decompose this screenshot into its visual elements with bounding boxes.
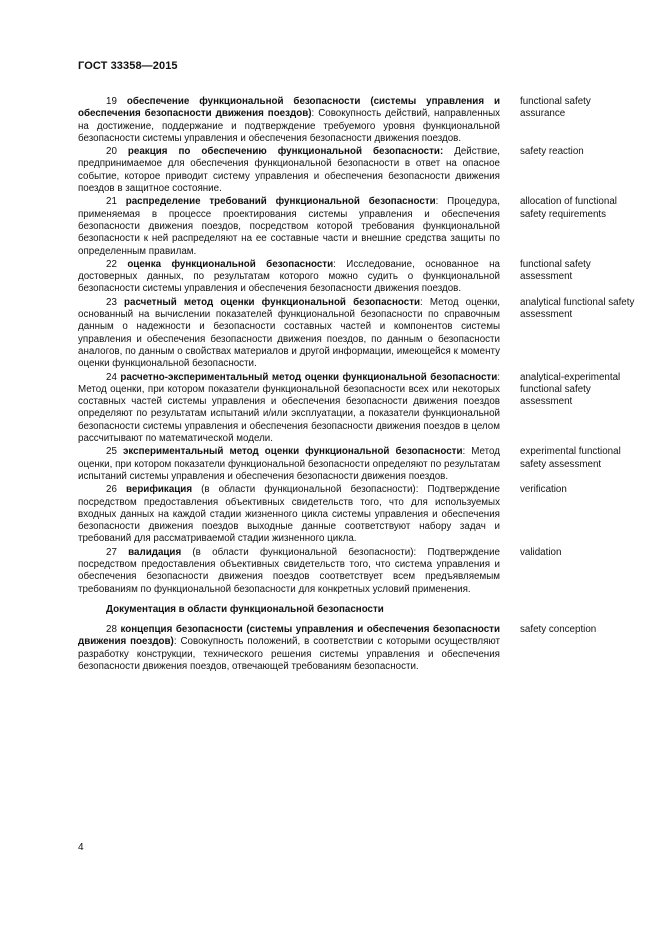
term-number: 24 [106,371,117,383]
english-term: verification [520,484,567,496]
page-number: 4 [78,842,84,853]
term-title: обеспечение функциональной безопасности (системы управления и обеспечения безопасности движения поездов) [78,96,500,120]
term-text: : Исследование, основанное на достоверных данных, по результатам которого можно судить о функциональной безопасности системы управления и обеспечения безопасности движения поездов. [78,258,500,295]
term-definition [78,446,500,483]
term-title: расчетно-экспериментальный метод оценки функциональной безопасности [120,371,498,383]
term-title: верификация [125,484,193,496]
term-text: : Метод оценки, при котором показатели функциональной безопасности определяют по результатам испытаний системы управления и обеспечения безопасности движения поездов. [78,446,500,482]
term-text: (в области функциональной безопасности): Подтверждение посредством предоставления объективных свидетельств того, что для используемых входных данных на каждой стадии жизненного цикла системы управления и обеспечения безопасности движения поездов выходные данные соответствуют набору задач и требований для рассматриваемой стадии жизненного цикла. [78,484,500,545]
term-number: 26 [106,484,117,496]
term-title: концепция безопасности (системы управления и обеспечения безопасности движения поездов) [78,624,500,648]
english-term: functional safety assurance [520,96,591,120]
term-definition [78,372,500,446]
term-number: 22 [106,258,117,270]
english-term: safety reaction [520,146,584,158]
term-text: Действие, предпринимаемое для обеспечения функциональной безопасности в ответ на опасное событие, которое приводит систему управления и обеспечения безопасности движения поездов в защитное состояние. [78,146,500,195]
english-term: analytical functional safety assessment [520,296,635,321]
english-term: functional safety assessment [520,258,591,283]
term-definition [78,96,500,145]
term-title: валидация [128,546,182,558]
term-entry [78,196,638,257]
term-entry [78,259,638,296]
english-term: allocation of functional safety requirements [520,196,617,220]
term-title: расчетный метод оценки функциональной безопасности [124,296,421,308]
english-term: validation [520,546,562,558]
term-definition [78,146,500,195]
english-term: safety conception [520,624,597,636]
term-entry [78,547,638,596]
term-number: 23 [106,296,117,308]
term-text: : Метод оценки, основанный на вычислении показателей функциональной безопасности по справочным данным о надежности и безопасности составных частей и компонентов системы управления и обеспечения безопасности движения поездов, по данным о безопасности аналогов, по данным о свойствах материалов и другой информации, имеющейся к моменту оценки функциональной безопасности. [78,296,500,370]
term-definition [78,624,500,673]
term-definition [78,297,500,371]
term-number: 19 [106,96,117,107]
term-text: : Совокупность действий, направленных на достижение, поддержание и подтверждение требуемого уровня функциональной безопасности системы управления и обеспечения безопасности движения поездов. [78,108,501,144]
page-header: ГОСТ 33358—2015 [78,60,178,72]
term-number: 27 [106,546,117,558]
term-definition [78,259,500,296]
term-title: реакция по обеспечению функциональной безопасности: [127,146,444,158]
term-number: 20 [106,146,117,158]
term-number: 25 [106,446,117,458]
english-term: analytical-experimental functional safety assessment [520,371,621,408]
term-entry [78,297,638,371]
term-title: экспериментальный метод оценки функциональной безопасности [122,446,463,458]
term-definition [78,547,500,596]
term-definition [78,484,500,545]
term-title: распределение требований функциональной безопасности [125,196,436,208]
term-entry [78,484,638,545]
term-definition [78,196,500,257]
term-text: : Совокупность положений, в соответствии с которыми осуществляют разработку конструкции, технического решения системы управления и обеспечения безопасности движения поездов, отвечающей требованиям безопасности. [78,636,500,673]
section-heading: Документация в области функциональной безопасности [106,603,384,615]
english-term: experimental functional safety assessment [520,446,621,470]
term-entry [78,146,638,195]
term-entry [78,96,638,145]
term-text: : Процедура, применяемая в процессе проектирования системы управления и обеспечения безопасности движения поездов, посредством которой требования функциональной безопасности к ней распределяют на ее составные части и внешние средства защиты по определенным правилам. [78,196,500,257]
term-text: (в области функциональной безопасности): Подтверждение посредством предоставления объективных свидетельств того, что система управления и обеспечения безопасности движения поездов соответствует всем предъявляемым требованиям по функциональной безопасности для конкретных условий применения. [78,546,500,595]
term-entry [78,372,638,446]
term-text: : Метод оценки, при котором показатели функциональной безопасности всех или некоторых составных частей системы управления и обеспечения безопасности движения поездов определяют по результатам испытаний и/или эксплуатации, а показатели функциональной безопасности системы управления и обеспечения безопасности движения поездов в целом рассчитывают по математической модели. [78,371,500,445]
term-entry [78,446,638,483]
term-title: оценка функциональной безопасности [127,258,334,270]
term-entry [78,624,638,673]
term-number: 21 [106,196,117,208]
term-number: 28 [106,624,117,636]
document-body [78,96,638,674]
